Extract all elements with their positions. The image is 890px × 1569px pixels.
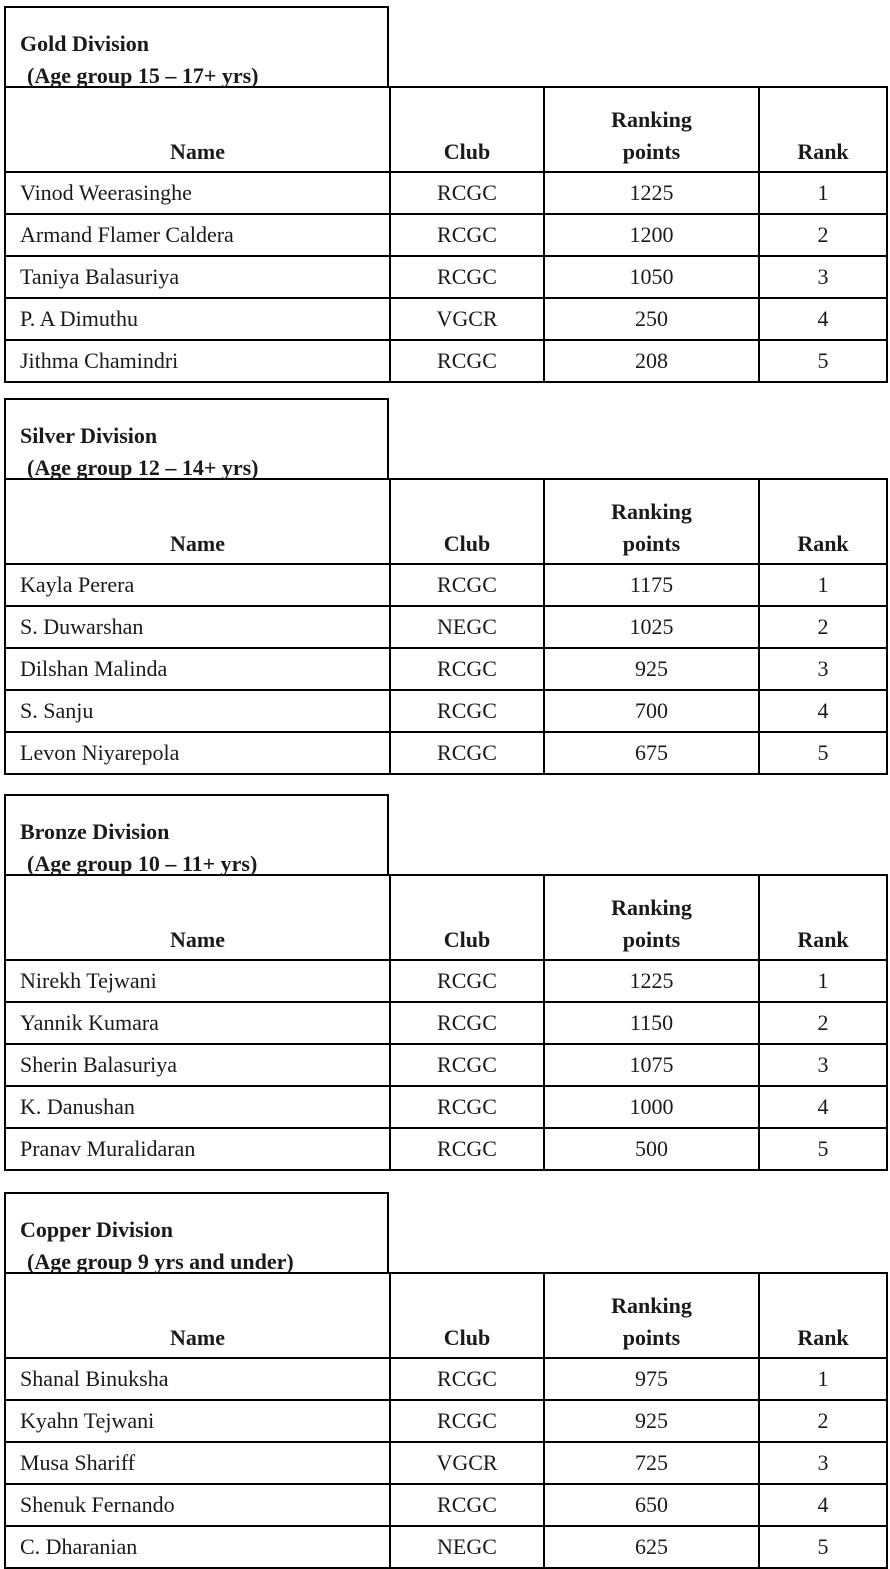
player-rank: 2 [759,606,887,648]
player-name: Kyahn Tejwani [5,1400,390,1442]
division-title: Silver Division [20,423,158,448]
player-name: Levon Niyarepola [5,732,390,774]
club-column-header: Club [390,479,544,564]
player-name: Musa Shariff [5,1442,390,1484]
player-points: 1175 [544,564,759,606]
table-row [5,298,887,340]
player-points: 1225 [544,960,759,1002]
rank-column-header: Rank [759,1273,887,1358]
player-club: RCGC [390,1484,544,1526]
gold-division [4,6,886,383]
table-row [5,1526,887,1568]
player-points: 975 [544,1358,759,1400]
player-rank: 3 [759,1442,887,1484]
player-name: K. Danushan [5,1086,390,1128]
player-name: P. A Dimuthu [5,298,390,340]
player-points: 1075 [544,1044,759,1086]
name-column-header: Name [5,87,390,172]
player-name: C. Dharanian [5,1526,390,1568]
table-row [5,1358,887,1400]
points-column-header: Ranking points [544,1273,759,1358]
player-club: RCGC [390,1358,544,1400]
player-rank: 1 [759,1358,887,1400]
player-club: RCGC [390,564,544,606]
name-column-header: Name [5,1273,390,1358]
ranking-table [4,478,888,775]
division-age-group: (Age group 12 – 14+ yrs) [27,455,259,480]
player-points: 925 [544,1400,759,1442]
player-rank: 3 [759,648,887,690]
table-row [5,214,887,256]
points-column-header: Ranking points [544,479,759,564]
table-header-row [5,87,887,172]
player-rank: 5 [759,1526,887,1568]
table-row [5,564,887,606]
player-name: Taniya Balasuriya [5,256,390,298]
player-club: RCGC [390,1400,544,1442]
player-club: RCGC [390,1128,544,1170]
table-row [5,1442,887,1484]
player-club: RCGC [390,256,544,298]
player-name: Sherin Balasuriya [5,1044,390,1086]
player-points: 675 [544,732,759,774]
player-rank: 4 [759,1484,887,1526]
division-title: Gold Division [20,31,149,56]
table-header-row [5,875,887,960]
table-header-row [5,1273,887,1358]
ranking-table [4,874,888,1171]
player-points: 925 [544,648,759,690]
player-club: RCGC [390,1002,544,1044]
table-row [5,1128,887,1170]
player-rank: 3 [759,256,887,298]
player-club: RCGC [390,690,544,732]
rank-column-header: Rank [759,479,887,564]
player-points: 1150 [544,1002,759,1044]
player-points: 1225 [544,172,759,214]
player-points: 650 [544,1484,759,1526]
player-rank: 4 [759,690,887,732]
division-age-group: (Age group 15 – 17+ yrs) [27,63,259,88]
table-row [5,1086,887,1128]
player-club: RCGC [390,340,544,382]
club-column-header: Club [390,875,544,960]
player-points: 1050 [544,256,759,298]
table-row [5,256,887,298]
player-club: RCGC [390,214,544,256]
player-rank: 2 [759,1002,887,1044]
player-club: RCGC [390,172,544,214]
club-column-header: Club [390,1273,544,1358]
player-name: S. Duwarshan [5,606,390,648]
player-club: VGCR [390,298,544,340]
player-rank: 2 [759,1400,887,1442]
division-header [4,6,389,86]
name-column-header: Name [5,875,390,960]
player-name: Shenuk Fernando [5,1484,390,1526]
player-club: RCGC [390,960,544,1002]
player-rank: 4 [759,298,887,340]
table-row [5,648,887,690]
player-rank: 5 [759,732,887,774]
division-age-group: (Age group 10 – 11+ yrs) [27,851,258,876]
player-club: RCGC [390,732,544,774]
copper-division [4,1192,886,1569]
player-points: 1000 [544,1086,759,1128]
points-column-header: Ranking points [544,87,759,172]
player-name: Dilshan Malinda [5,648,390,690]
rank-column-header: Rank [759,875,887,960]
table-row [5,606,887,648]
ranking-table [4,86,888,383]
player-name: Shanal Binuksha [5,1358,390,1400]
rank-column-header: Rank [759,87,887,172]
player-points: 1025 [544,606,759,648]
player-name: Armand Flamer Caldera [5,214,390,256]
division-title: Copper Division [20,1217,174,1242]
player-name: S. Sanju [5,690,390,732]
name-column-header: Name [5,479,390,564]
player-points: 625 [544,1526,759,1568]
player-name: Vinod Weerasinghe [5,172,390,214]
player-club: NEGC [390,606,544,648]
table-row [5,1400,887,1442]
player-name: Nirekh Tejwani [5,960,390,1002]
player-rank: 1 [759,960,887,1002]
player-club: RCGC [390,1086,544,1128]
player-rank: 4 [759,1086,887,1128]
player-points: 208 [544,340,759,382]
player-rank: 1 [759,564,887,606]
player-points: 725 [544,1442,759,1484]
division-header [4,794,389,874]
player-rank: 2 [759,214,887,256]
table-row [5,690,887,732]
player-name: Yannik Kumara [5,1002,390,1044]
player-club: VGCR [390,1442,544,1484]
division-title: Bronze Division [20,819,170,844]
player-club: RCGC [390,648,544,690]
ranking-table [4,1272,888,1569]
player-rank: 1 [759,172,887,214]
points-column-header: Ranking points [544,875,759,960]
table-row [5,1044,887,1086]
player-points: 700 [544,690,759,732]
club-column-header: Club [390,87,544,172]
table-row [5,340,887,382]
silver-division [4,398,886,775]
player-points: 500 [544,1128,759,1170]
division-header [4,398,389,478]
player-club: NEGC [390,1526,544,1568]
table-row [5,1484,887,1526]
player-club: RCGC [390,1044,544,1086]
division-age-group: (Age group 9 yrs and under) [27,1249,294,1274]
table-row [5,732,887,774]
player-rank: 5 [759,340,887,382]
player-points: 1200 [544,214,759,256]
player-name: Jithma Chamindri [5,340,390,382]
division-header [4,1192,389,1272]
table-row [5,1002,887,1044]
table-row [5,172,887,214]
player-points: 250 [544,298,759,340]
table-row [5,960,887,1002]
player-rank: 5 [759,1128,887,1170]
player-rank: 3 [759,1044,887,1086]
player-name: Kayla Perera [5,564,390,606]
player-name: Pranav Muralidaran [5,1128,390,1170]
bronze-division [4,794,886,1171]
table-header-row [5,479,887,564]
